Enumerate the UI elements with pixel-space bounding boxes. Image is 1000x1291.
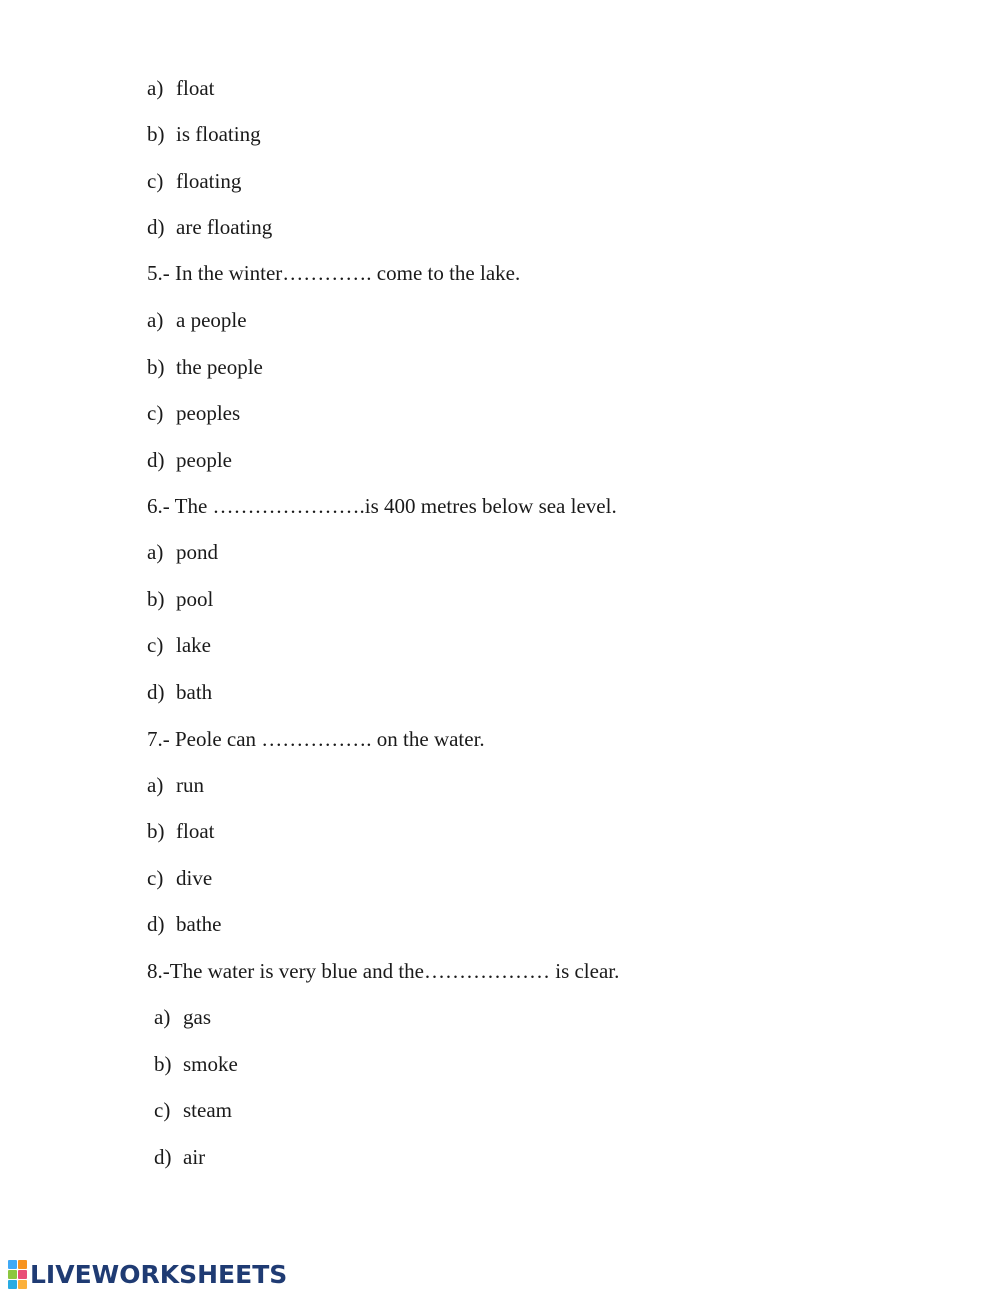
- option-letter: a): [147, 308, 164, 332]
- option-text: is floating: [176, 122, 261, 146]
- brand-name: LIVEWORKSHEETS: [30, 1259, 288, 1289]
- option-text: pool: [176, 587, 214, 611]
- liveworksheets-logo-icon: [8, 1260, 27, 1289]
- logo-tile: [8, 1280, 17, 1289]
- option-line: [147, 680, 212, 704]
- option-letter: a): [147, 76, 164, 100]
- option-line: [147, 308, 247, 332]
- option-letter: b): [147, 122, 165, 146]
- option-text: a people: [176, 308, 247, 332]
- footer-branding: [8, 1259, 287, 1289]
- option-line: [147, 122, 261, 146]
- option-text: dive: [176, 866, 213, 890]
- question-6: 6.- The ………………….is 400 metres below sea level.: [147, 494, 617, 518]
- question-8: 8.-The water is very blue and the……………… is clear.: [147, 959, 620, 983]
- option-text: float: [176, 76, 215, 100]
- option-line: [147, 912, 221, 936]
- option-line: [147, 819, 214, 843]
- option-line: [147, 633, 211, 657]
- option-line: [154, 1098, 232, 1122]
- logo-tile: [8, 1260, 17, 1269]
- option-line: [147, 215, 272, 239]
- option-text: floating: [176, 169, 242, 193]
- logo-tile: [18, 1280, 27, 1289]
- option-line: [147, 866, 212, 890]
- option-letter: c): [154, 1098, 171, 1122]
- option-text: bathe: [176, 912, 222, 936]
- option-text: peoples: [176, 401, 241, 425]
- option-line: [147, 401, 240, 425]
- option-letter: c): [147, 866, 164, 890]
- logo-tile: [8, 1270, 17, 1279]
- option-letter: b): [147, 355, 165, 379]
- option-line: [154, 1005, 211, 1029]
- option-text: float: [176, 819, 215, 843]
- option-text: are floating: [176, 215, 273, 239]
- option-letter: c): [147, 401, 164, 425]
- option-line: [154, 1052, 238, 1076]
- option-line: [147, 355, 263, 379]
- logo-tile: [18, 1260, 27, 1269]
- option-letter: a): [147, 773, 164, 797]
- option-letter: a): [147, 540, 164, 564]
- option-letter: c): [147, 633, 164, 657]
- option-letter: b): [147, 587, 165, 611]
- option-line: [147, 76, 214, 100]
- option-letter: b): [154, 1052, 172, 1076]
- option-text: smoke: [183, 1052, 238, 1076]
- option-letter: d): [154, 1145, 172, 1169]
- option-line: [147, 773, 204, 797]
- option-text: people: [176, 448, 232, 472]
- option-letter: d): [147, 215, 165, 239]
- option-line: [147, 540, 218, 564]
- option-letter: c): [147, 169, 164, 193]
- option-letter: d): [147, 448, 165, 472]
- option-text: gas: [183, 1005, 211, 1029]
- option-letter: b): [147, 819, 165, 843]
- option-line: [147, 169, 241, 193]
- option-letter: d): [147, 680, 165, 704]
- option-letter: d): [147, 912, 165, 936]
- question-5: 5.- In the winter…………. come to the lake.: [147, 261, 521, 285]
- option-line: [147, 587, 213, 611]
- option-text: run: [176, 773, 204, 797]
- option-text: air: [183, 1145, 206, 1169]
- option-line: [154, 1145, 205, 1169]
- option-text: the people: [176, 355, 263, 379]
- question-7: 7.- Peole can ……………. on the water.: [147, 727, 485, 751]
- option-text: steam: [183, 1098, 232, 1122]
- option-letter: a): [154, 1005, 171, 1029]
- logo-tile: [18, 1270, 27, 1279]
- option-text: lake: [176, 633, 211, 657]
- option-line: [147, 448, 232, 472]
- option-text: bath: [176, 680, 213, 704]
- option-text: pond: [176, 540, 218, 564]
